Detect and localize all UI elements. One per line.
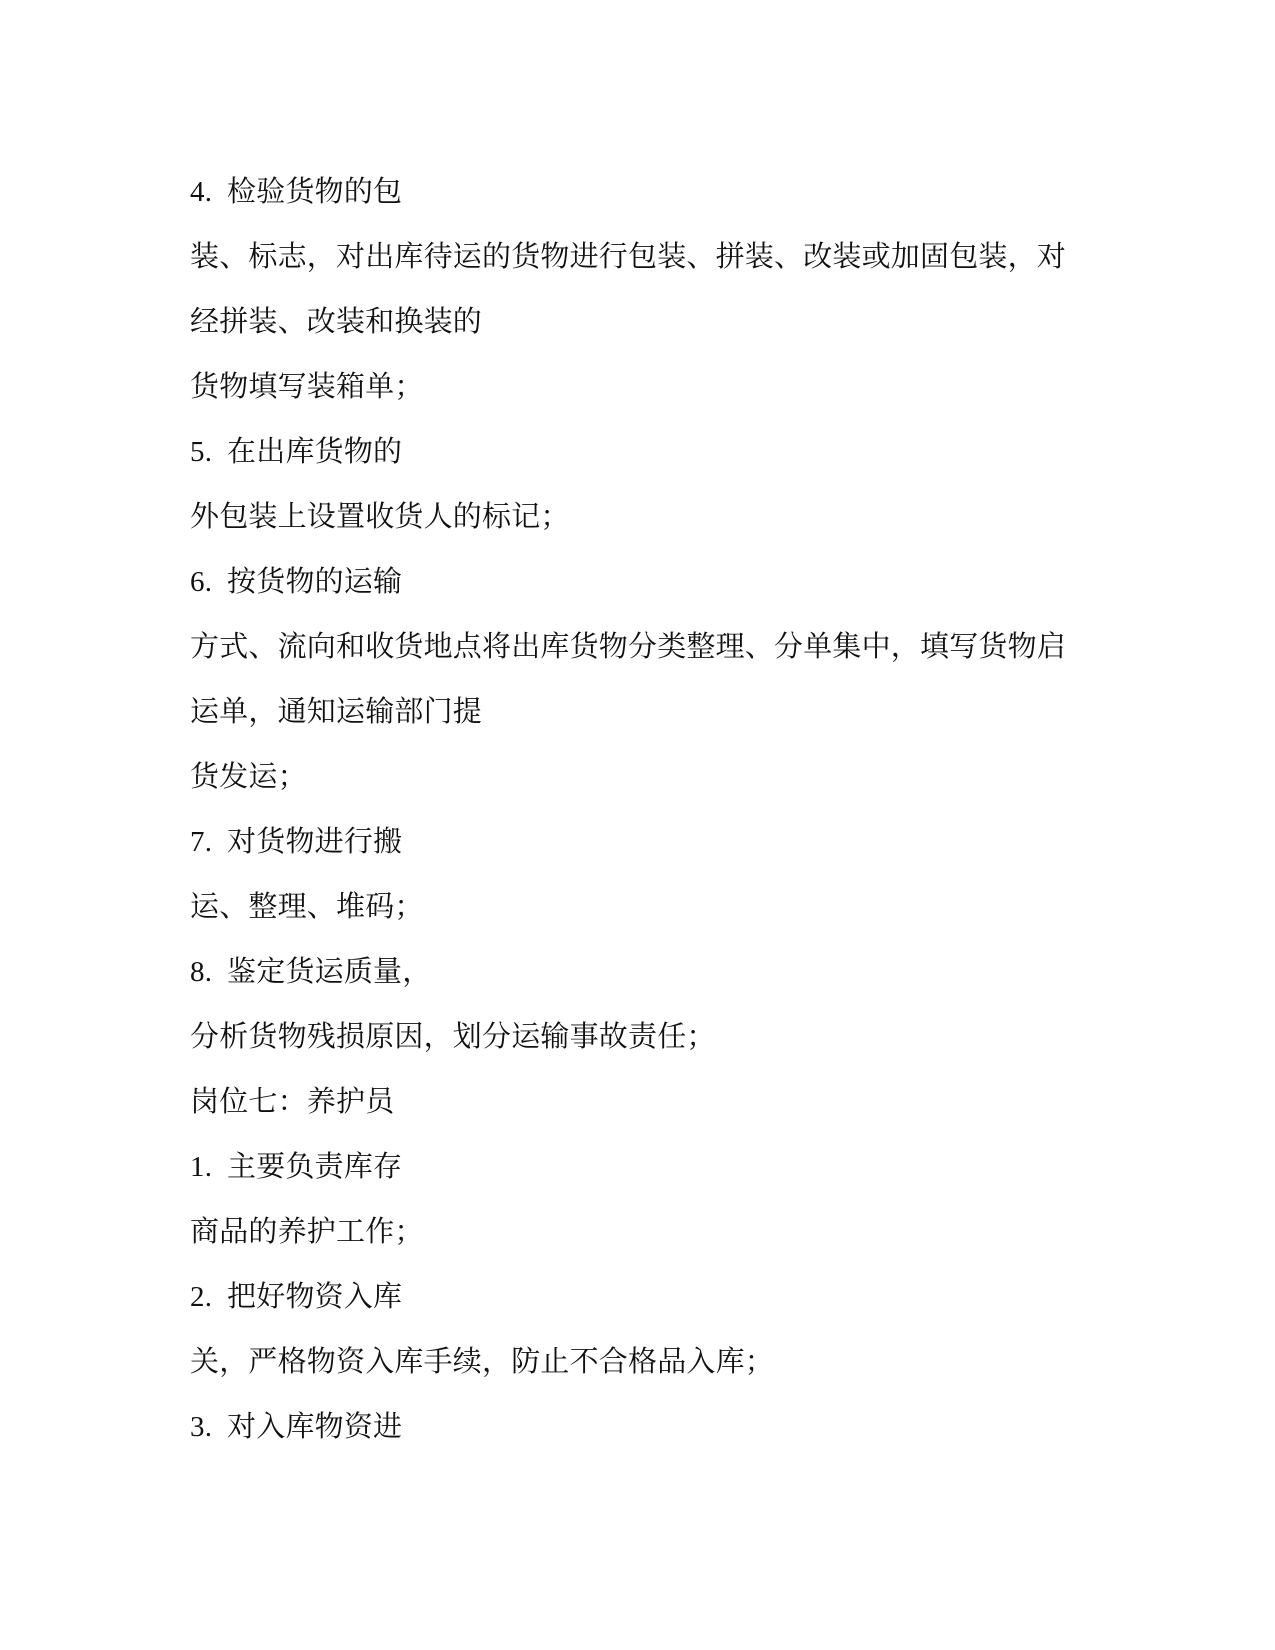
document-line: 运、整理、堆码； [190, 891, 424, 923]
document-section-heading: 岗位七：养护员 [190, 1086, 395, 1118]
document-line: 商品的养护工作； [190, 1216, 424, 1248]
document-line: 方式、流向和收货地点将出库货物分类整理、分单集中，填写货物启 [190, 631, 1067, 663]
document-text-block [190, 160, 1070, 1460]
document-line: 货物填写装箱单； [190, 371, 424, 403]
document-line: 运单，通知运输部门提 [190, 696, 483, 728]
document-line: 外包装上设置收货人的标记； [190, 501, 570, 533]
document-line: 7. 对货物进行搬 [190, 826, 403, 858]
document-line: 经拼装、改装和换装的 [190, 306, 483, 338]
document-line: 分析货物残损原因，划分运输事故责任； [190, 1021, 716, 1053]
document-line: 3. 对入库物资进 [190, 1411, 403, 1443]
document-line: 2. 把好物资入库 [190, 1281, 403, 1313]
document-line: 4. 检验货物的包 [190, 176, 403, 208]
document-line: 5. 在出库货物的 [190, 436, 403, 468]
document-line: 关，严格物资入库手续，防止不合格品入库； [190, 1346, 775, 1378]
document-line: 1. 主要负责库存 [190, 1151, 403, 1183]
document-line: 货发运； [190, 761, 307, 793]
document-line: 8. 鉴定货运质量， [190, 956, 432, 988]
document-line: 6. 按货物的运输 [190, 566, 403, 598]
document-line: 装、标志，对出库待运的货物进行包装、拼装、改装或加固包装，对 [190, 241, 1067, 273]
